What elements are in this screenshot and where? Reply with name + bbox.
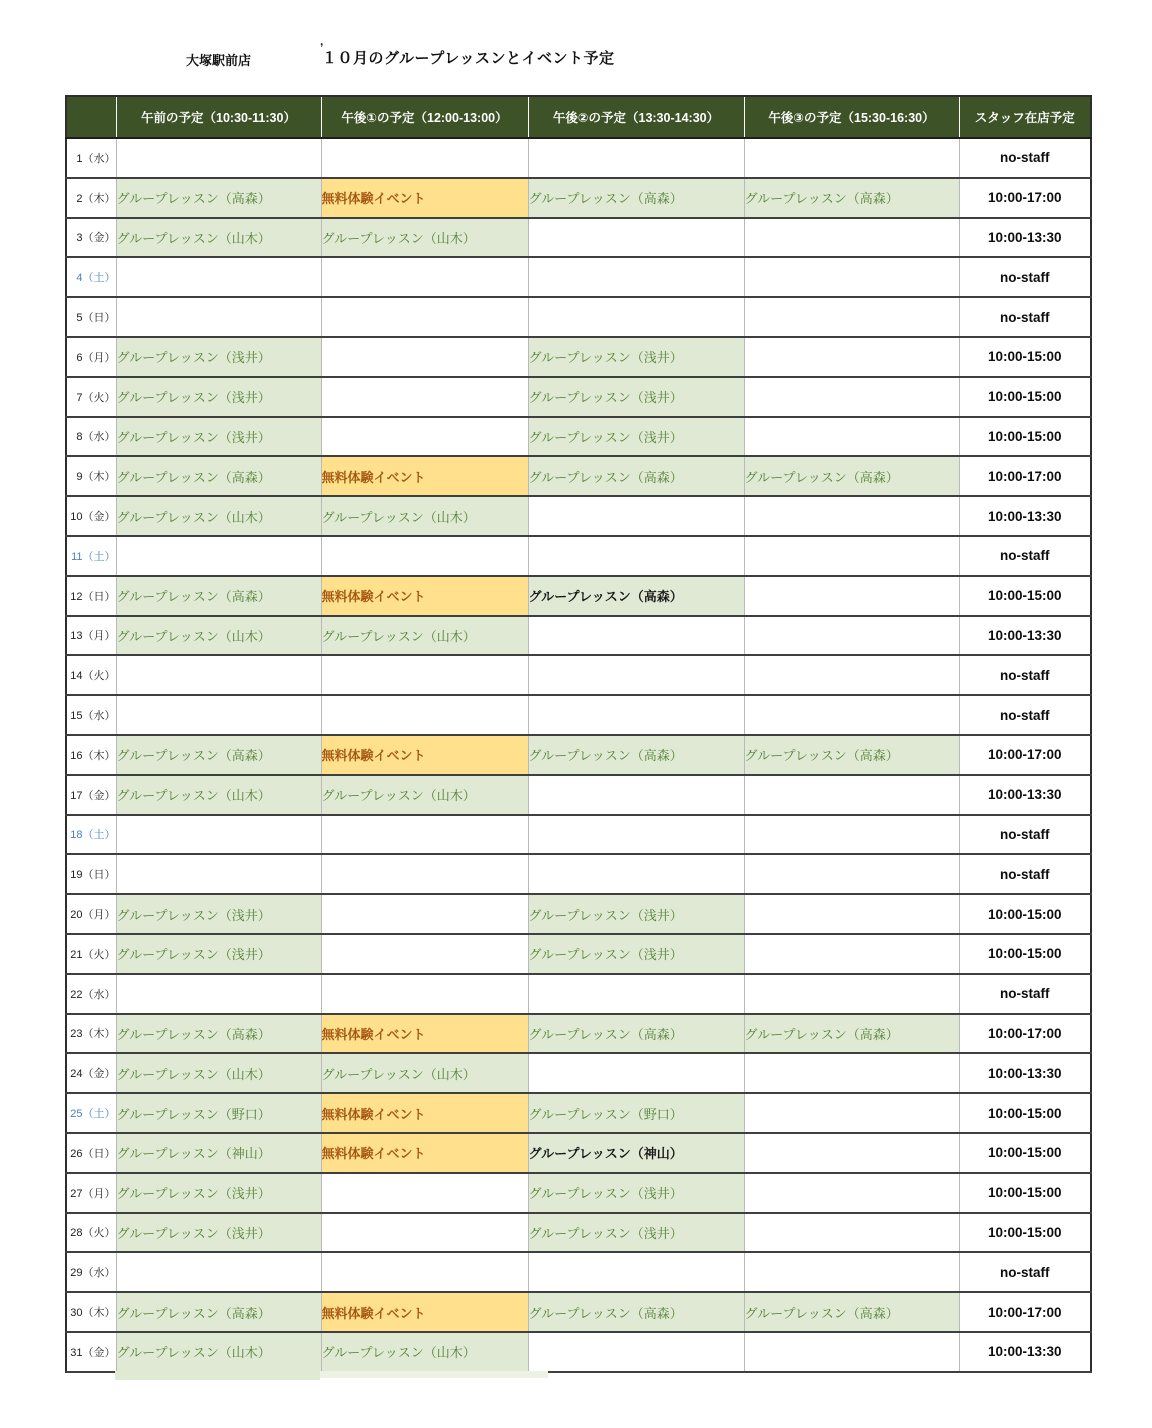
schedule-cell: グループレッスン（浅井） (528, 934, 744, 974)
staff-cell: no-staff (959, 536, 1091, 576)
table-header (66, 96, 1091, 138)
table-row (66, 138, 1091, 178)
staff-cell: 10:00-17:00 (959, 735, 1091, 775)
green-overflow-strip (115, 1371, 320, 1380)
date-cell: 15（水） (66, 695, 116, 735)
table-row (66, 1213, 1091, 1253)
staff-cell: 10:00-15:00 (959, 1093, 1091, 1133)
date-cell: 14（火） (66, 655, 116, 695)
schedule-cell (528, 138, 744, 178)
schedule-cell (321, 417, 528, 457)
schedule-cell: グループレッスン（高森） (116, 178, 321, 218)
schedule-cell: グループレッスン（高森） (744, 1014, 959, 1054)
staff-cell: 10:00-15:00 (959, 1213, 1091, 1253)
table-row (66, 1053, 1091, 1093)
date-cell: 11（土） (66, 536, 116, 576)
schedule-cell: グループレッスン（高森） (528, 178, 744, 218)
schedule-cell (744, 576, 959, 616)
staff-cell: 10:00-15:00 (959, 576, 1091, 616)
date-cell: 12（日） (66, 576, 116, 616)
table-row (66, 1014, 1091, 1054)
schedule-cell: グループレッスン（神山） (116, 1133, 321, 1173)
schedule-cell: グループレッスン（山木） (321, 496, 528, 536)
page-title: １０月のグループレッスンとイベント予定 (322, 50, 615, 67)
date-cell: 5（日） (66, 297, 116, 337)
staff-cell: 10:00-15:00 (959, 1173, 1091, 1213)
schedule-cell (116, 536, 321, 576)
schedule-cell (744, 1133, 959, 1173)
date-cell: 30（木） (66, 1292, 116, 1332)
date-cell: 22（水） (66, 974, 116, 1014)
schedule-cell (321, 854, 528, 894)
schedule-cell: グループレッスン（浅井） (116, 894, 321, 934)
schedule-cell: グループレッスン（高森） (116, 1014, 321, 1054)
schedule-cell: グループレッスン（浅井） (528, 337, 744, 377)
schedule-cell (744, 616, 959, 656)
table-row (66, 1252, 1091, 1292)
schedule-table (65, 95, 1092, 1373)
staff-cell: 10:00-17:00 (959, 178, 1091, 218)
date-cell: 8（水） (66, 417, 116, 457)
schedule-cell (744, 1173, 959, 1213)
table-row (66, 616, 1091, 656)
table-row (66, 735, 1091, 775)
header-cell: 午後③の予定（15:30-16:30） (744, 96, 959, 138)
schedule-cell (116, 297, 321, 337)
schedule-cell (528, 974, 744, 1014)
staff-cell: no-staff (959, 1252, 1091, 1292)
table-row (66, 695, 1091, 735)
schedule-cell (321, 1213, 528, 1253)
table-row (66, 297, 1091, 337)
table-row (66, 934, 1091, 974)
date-cell: 23（木） (66, 1014, 116, 1054)
staff-cell: 10:00-13:30 (959, 1053, 1091, 1093)
stray-mark: , (320, 34, 324, 48)
date-cell: 3（金） (66, 218, 116, 258)
schedule-cell: 無料体験イベント (321, 178, 528, 218)
schedule-cell (116, 138, 321, 178)
schedule-cell (744, 1093, 959, 1133)
date-cell: 31（金） (66, 1332, 116, 1372)
staff-cell: no-staff (959, 815, 1091, 855)
schedule-cell (116, 257, 321, 297)
schedule-cell: グループレッスン（山木） (321, 616, 528, 656)
schedule-cell: 無料体験イベント (321, 1133, 528, 1173)
table-row (66, 815, 1091, 855)
schedule-cell (528, 854, 744, 894)
schedule-cell: グループレッスン（高森） (528, 1014, 744, 1054)
schedule-cell: グループレッスン（浅井） (528, 894, 744, 934)
schedule-cell (744, 377, 959, 417)
table-row (66, 496, 1091, 536)
schedule-cell: グループレッスン（山木） (116, 218, 321, 258)
schedule-cell: 無料体験イベント (321, 1292, 528, 1332)
schedule-cell (321, 894, 528, 934)
staff-cell: 10:00-17:00 (959, 1292, 1091, 1332)
schedule-cell (321, 257, 528, 297)
schedule-cell: グループレッスン（山木） (116, 1332, 321, 1372)
schedule-cell: グループレッスン（山木） (116, 775, 321, 815)
schedule-cell (744, 815, 959, 855)
schedule-cell: グループレッスン（山木） (321, 1053, 528, 1093)
date-cell: 29（水） (66, 1252, 116, 1292)
schedule-cell (744, 695, 959, 735)
staff-cell: 10:00-15:00 (959, 934, 1091, 974)
date-cell: 6（月） (66, 337, 116, 377)
schedule-cell: グループレッスン（高森） (116, 735, 321, 775)
date-cell: 4（土） (66, 257, 116, 297)
schedule-cell: グループレッスン（浅井） (116, 1213, 321, 1253)
schedule-cell: グループレッスン（高森） (744, 735, 959, 775)
staff-cell: 10:00-13:30 (959, 616, 1091, 656)
staff-cell: no-staff (959, 655, 1091, 695)
schedule-cell: 無料体験イベント (321, 1014, 528, 1054)
schedule-cell (744, 218, 959, 258)
staff-cell: 10:00-17:00 (959, 456, 1091, 496)
green-overflow-strip-faint (320, 1371, 548, 1378)
schedule-cell (744, 1332, 959, 1372)
schedule-cell (321, 1252, 528, 1292)
schedule-cell (116, 854, 321, 894)
schedule-cell (744, 138, 959, 178)
schedule-cell (528, 695, 744, 735)
schedule-cell: グループレッスン（山木） (321, 218, 528, 258)
schedule-cell: グループレッスン（高森） (116, 456, 321, 496)
table-row (66, 417, 1091, 457)
date-cell: 20（月） (66, 894, 116, 934)
staff-cell: no-staff (959, 297, 1091, 337)
schedule-cell (528, 815, 744, 855)
schedule-cell (528, 1332, 744, 1372)
schedule-cell (321, 695, 528, 735)
schedule-cell (321, 377, 528, 417)
schedule-cell (528, 496, 744, 536)
schedule-cell (116, 974, 321, 1014)
staff-cell: 10:00-15:00 (959, 1133, 1091, 1173)
staff-cell: no-staff (959, 854, 1091, 894)
table-row (66, 576, 1091, 616)
schedule-cell (744, 974, 959, 1014)
header-cell: スタッフ在店予定 (959, 96, 1091, 138)
schedule-cell (321, 297, 528, 337)
header-cell (66, 96, 116, 138)
schedule-cell: グループレッスン（高森） (528, 576, 744, 616)
date-cell: 2（木） (66, 178, 116, 218)
schedule-cell (321, 536, 528, 576)
header-cell: 午後②の予定（13:30-14:30） (528, 96, 744, 138)
schedule-cell (744, 775, 959, 815)
schedule-cell (321, 138, 528, 178)
date-cell: 10（金） (66, 496, 116, 536)
schedule-cell: グループレッスン（山木） (321, 775, 528, 815)
table-row (66, 377, 1091, 417)
schedule-cell (528, 297, 744, 337)
schedule-cell: グループレッスン（神山） (528, 1133, 744, 1173)
date-cell: 13（月） (66, 616, 116, 656)
schedule-cell (744, 1252, 959, 1292)
schedule-cell (116, 815, 321, 855)
schedule-cell: グループレッスン（山木） (321, 1332, 528, 1372)
schedule-cell: グループレッスン（浅井） (116, 417, 321, 457)
schedule-cell: グループレッスン（野口） (116, 1093, 321, 1133)
schedule-cell: グループレッスン（浅井） (528, 1173, 744, 1213)
date-cell: 26（日） (66, 1133, 116, 1173)
table-body (66, 138, 1091, 1372)
schedule-cell: グループレッスン（浅井） (116, 934, 321, 974)
schedule-cell: グループレッスン（高森） (116, 1292, 321, 1332)
schedule-cell (116, 655, 321, 695)
staff-cell: no-staff (959, 138, 1091, 178)
schedule-cell: グループレッスン（浅井） (528, 377, 744, 417)
table-row (66, 218, 1091, 258)
schedule-cell: 無料体験イベント (321, 576, 528, 616)
date-cell: 21（火） (66, 934, 116, 974)
schedule-cell (321, 1173, 528, 1213)
staff-cell: 10:00-13:30 (959, 496, 1091, 536)
table-row (66, 655, 1091, 695)
schedule-cell (528, 655, 744, 695)
schedule-cell: グループレッスン（高森） (528, 1292, 744, 1332)
date-cell: 19（日） (66, 854, 116, 894)
staff-cell: no-staff (959, 257, 1091, 297)
schedule-cell (744, 1213, 959, 1253)
schedule-cell: グループレッスン（高森） (744, 456, 959, 496)
schedule-cell (744, 496, 959, 536)
schedule-cell: グループレッスン（高森） (744, 178, 959, 218)
schedule-cell: 無料体験イベント (321, 735, 528, 775)
schedule-cell (528, 218, 744, 258)
header-cell: 午前の予定（10:30-11:30） (116, 96, 321, 138)
date-cell: 24（金） (66, 1053, 116, 1093)
table-row (66, 337, 1091, 377)
schedule-cell (528, 616, 744, 656)
date-cell: 7（火） (66, 377, 116, 417)
date-cell: 1（水） (66, 138, 116, 178)
table-row (66, 1173, 1091, 1213)
table-row (66, 1093, 1091, 1133)
schedule-cell (528, 1252, 744, 1292)
schedule-cell (321, 974, 528, 1014)
schedule-cell: グループレッスン（高森） (528, 735, 744, 775)
schedule-cell (116, 1252, 321, 1292)
schedule-cell (744, 297, 959, 337)
schedule-cell: グループレッスン（浅井） (528, 1213, 744, 1253)
staff-cell: 10:00-15:00 (959, 377, 1091, 417)
schedule-cell: グループレッスン（浅井） (116, 337, 321, 377)
schedule-cell (528, 257, 744, 297)
staff-cell: no-staff (959, 974, 1091, 1014)
date-cell: 28（火） (66, 1213, 116, 1253)
schedule-cell (528, 775, 744, 815)
schedule-cell: 無料体験イベント (321, 1093, 528, 1133)
schedule-cell (321, 815, 528, 855)
table-row (66, 257, 1091, 297)
table-row (66, 536, 1091, 576)
table-row (66, 1332, 1091, 1372)
schedule-cell (116, 695, 321, 735)
staff-cell: 10:00-17:00 (959, 1014, 1091, 1054)
table-row (66, 974, 1091, 1014)
header-cell: 午後①の予定（12:00-13:00） (321, 96, 528, 138)
table-row (66, 456, 1091, 496)
schedule-cell: グループレッスン（山木） (116, 1053, 321, 1093)
schedule-cell (744, 854, 959, 894)
staff-cell: 10:00-13:30 (959, 775, 1091, 815)
store-name: 大塚駅前店 (186, 53, 252, 68)
schedule-cell: 無料体験イベント (321, 456, 528, 496)
schedule-cell: グループレッスン（山木） (116, 496, 321, 536)
staff-cell: 10:00-15:00 (959, 894, 1091, 934)
schedule-cell (744, 536, 959, 576)
schedule-cell: グループレッスン（浅井） (116, 1173, 321, 1213)
table-row (66, 854, 1091, 894)
date-cell: 27（月） (66, 1173, 116, 1213)
schedule-cell (744, 1053, 959, 1093)
date-cell: 16（木） (66, 735, 116, 775)
table-row (66, 1292, 1091, 1332)
staff-cell: 10:00-15:00 (959, 417, 1091, 457)
schedule-cell (744, 934, 959, 974)
date-cell: 9（木） (66, 456, 116, 496)
schedule-cell (528, 1053, 744, 1093)
staff-cell: 10:00-15:00 (959, 337, 1091, 377)
schedule-cell (744, 257, 959, 297)
schedule-cell: グループレッスン（浅井） (528, 417, 744, 457)
schedule-cell (744, 655, 959, 695)
schedule-cell: グループレッスン（山木） (116, 616, 321, 656)
table-row (66, 1133, 1091, 1173)
schedule-cell (321, 934, 528, 974)
table-row (66, 775, 1091, 815)
header-row (66, 96, 1091, 138)
schedule-cell: グループレッスン（高森） (116, 576, 321, 616)
schedule-cell: グループレッスン（野口） (528, 1093, 744, 1133)
table-row (66, 178, 1091, 218)
schedule-cell (744, 417, 959, 457)
date-cell: 17（金） (66, 775, 116, 815)
schedule-cell (744, 337, 959, 377)
table-row (66, 894, 1091, 934)
date-cell: 25（土） (66, 1093, 116, 1133)
schedule-cell (744, 894, 959, 934)
schedule-cell: グループレッスン（高森） (528, 456, 744, 496)
schedule-cell (528, 536, 744, 576)
staff-cell: no-staff (959, 695, 1091, 735)
schedule-cell: グループレッスン（浅井） (116, 377, 321, 417)
staff-cell: 10:00-13:30 (959, 1332, 1091, 1372)
schedule-cell (321, 655, 528, 695)
schedule-cell: グループレッスン（高森） (744, 1292, 959, 1332)
date-cell: 18（土） (66, 815, 116, 855)
schedule-cell (321, 337, 528, 377)
staff-cell: 10:00-13:30 (959, 218, 1091, 258)
